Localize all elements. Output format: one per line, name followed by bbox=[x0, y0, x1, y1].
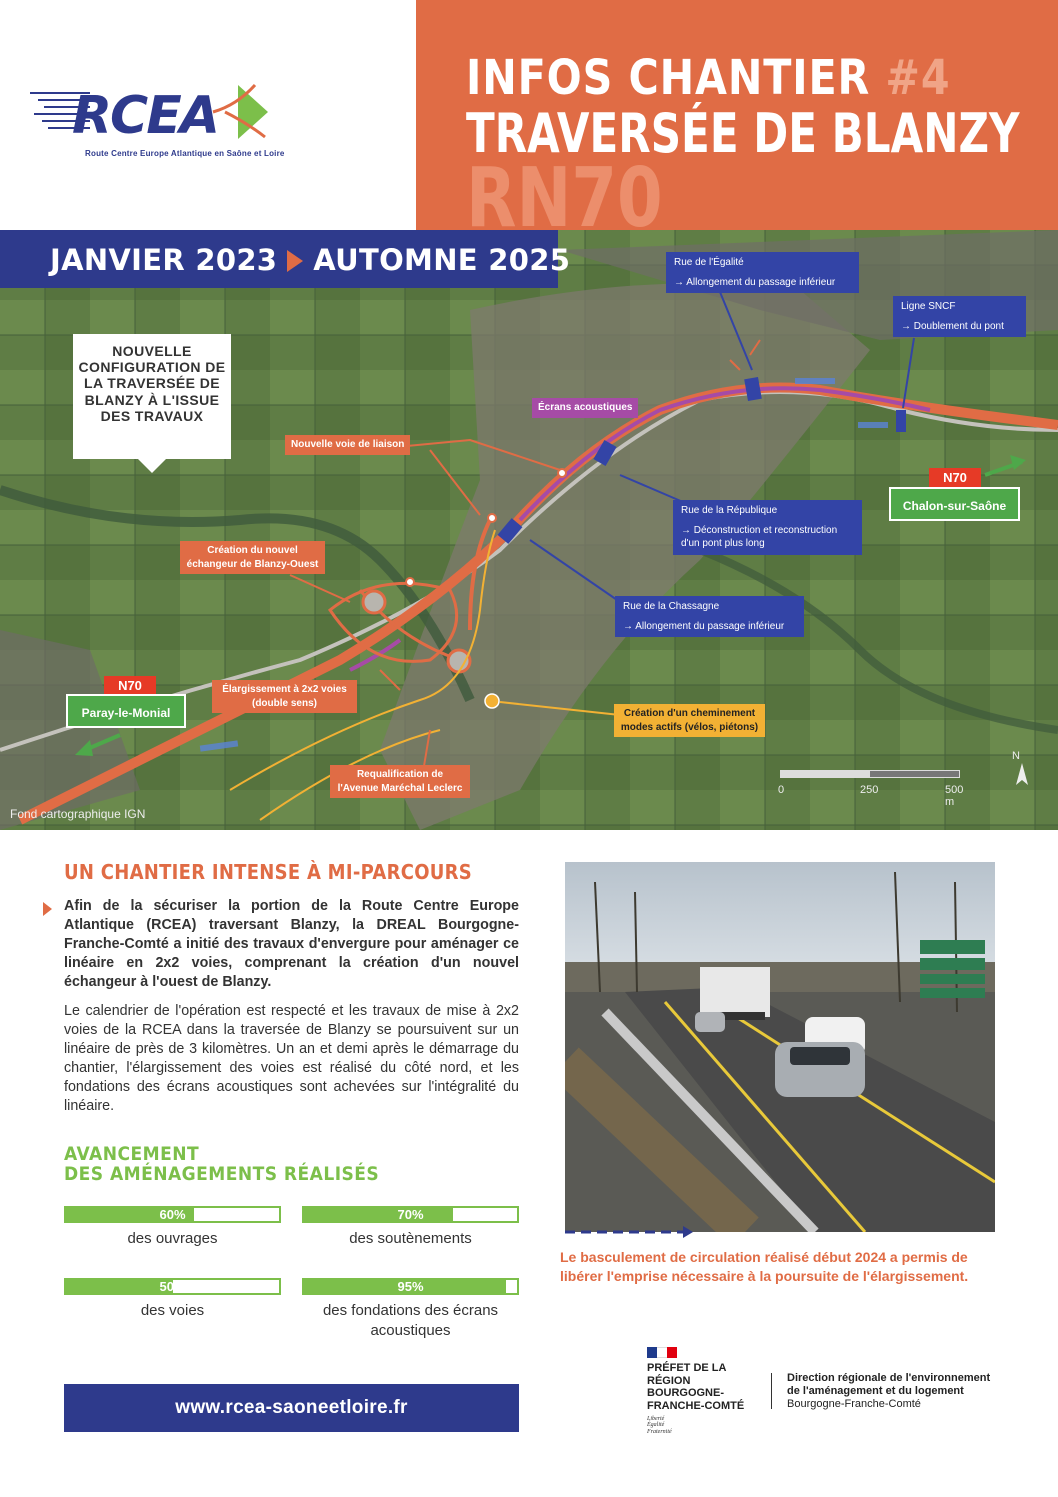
road-code: RN70 bbox=[466, 151, 663, 230]
motto-liberte: Liberté bbox=[647, 1415, 665, 1422]
republic-motto bbox=[647, 1416, 767, 1437]
issue-number: #4 bbox=[885, 50, 951, 106]
label-ecrans-acoustiques: Écrans acoustiques bbox=[532, 398, 638, 418]
motto-fraternite: Fraternité bbox=[647, 1429, 672, 1436]
project-period bbox=[0, 230, 571, 288]
progress-title bbox=[64, 1145, 379, 1185]
prefet-name: PRÉFET DE LA RÉGION BOURGOGNE-FRANCHE-COMTÉ bbox=[647, 1362, 745, 1412]
motto-egalite: Égalité bbox=[647, 1422, 665, 1429]
label-voie-liaison: Nouvelle voie de liaison bbox=[285, 435, 410, 455]
header-title-prefix: INFOS CHANTIER bbox=[466, 50, 886, 106]
direction-paray-le-monial: Paray-le-Monial bbox=[66, 694, 186, 728]
bullet-arrow-icon bbox=[43, 902, 52, 916]
progress-label: des soutènements bbox=[349, 1230, 472, 1247]
dreal-line1: Direction régionale de l'environnement bbox=[787, 1372, 991, 1384]
street-egalite-action: → Allongement du passage inférieur bbox=[674, 276, 836, 288]
progress-value: 70% bbox=[397, 1207, 424, 1222]
caption-dash-arrow-icon bbox=[565, 1225, 695, 1239]
progress-title-line2: DES AMÉNAGEMENTS RÉALISÉS bbox=[64, 1162, 380, 1185]
label-cheminement: Création d'un cheminement modes actifs (vélos, piétons) bbox=[614, 704, 765, 737]
article-title: UN CHANTIER INTENSE À MI-PARCOURS bbox=[64, 860, 473, 884]
map-scale bbox=[778, 770, 964, 820]
progress-title-line1: AVANCEMENT bbox=[64, 1143, 200, 1165]
rcea-logo-mark bbox=[30, 75, 270, 145]
rcea-logo bbox=[30, 75, 350, 165]
street-egalite-name: Rue de l'Égalité bbox=[674, 257, 744, 268]
period-arrow-icon bbox=[287, 250, 303, 272]
svg-text:RCEA: RCEA bbox=[72, 86, 218, 145]
street-sncf bbox=[893, 296, 1026, 337]
french-flag-icon bbox=[647, 1347, 677, 1358]
street-sncf-action: → Doublement du pont bbox=[901, 320, 1004, 332]
construction-photo bbox=[565, 862, 995, 1232]
progress-bar-voies bbox=[64, 1278, 281, 1295]
progress-bar-soutenements bbox=[302, 1206, 519, 1223]
scale-0: 0 bbox=[778, 784, 785, 796]
photo-caption: Le basculement de circulation réalisé début 2024 a permis de libérer l'emprise nécessaire à la poursuite de l'élargissement. bbox=[560, 1249, 969, 1284]
progress-value: 95% bbox=[397, 1279, 424, 1294]
period-end: AUTOMNE 2025 bbox=[313, 243, 571, 277]
logo-tagline: Route Centre Europe Atlantique en Saône et Loire bbox=[85, 149, 285, 158]
scale-250: 250 bbox=[860, 784, 879, 796]
street-chassagne-name: Rue de la Chassagne bbox=[623, 601, 720, 612]
site-map bbox=[0, 230, 1058, 830]
progress-value: 50% bbox=[159, 1279, 186, 1294]
map-credit: Fond cartographique IGN bbox=[10, 807, 146, 821]
label-requalification: Requalification de l'Avenue Maréchal Leclerc bbox=[330, 765, 470, 798]
website-link[interactable]: www.rcea-saoneetloire.fr bbox=[64, 1384, 519, 1432]
street-republique bbox=[673, 500, 862, 555]
prefet-logo bbox=[647, 1347, 767, 1436]
dreal-line3: Bourgogne-Franche-Comté bbox=[787, 1398, 921, 1411]
street-chassagne-action: → Allongement du passage inférieur bbox=[623, 620, 785, 632]
north-arrow-icon: N bbox=[1012, 750, 1020, 762]
scale-bar bbox=[780, 770, 960, 778]
road-badge-n70-west: N70 bbox=[104, 676, 156, 696]
direction-chalon-sur-saone: Chalon-sur-Saône bbox=[889, 487, 1020, 521]
road-photo-illustration bbox=[565, 862, 995, 1232]
progress-label: des fondations des écrans acoustiques bbox=[322, 1302, 499, 1340]
scale-500: 500 m bbox=[945, 784, 964, 808]
dreal-name bbox=[787, 1372, 990, 1412]
progress-label: des voies bbox=[140, 1302, 205, 1319]
road-badge-n70-east: N70 bbox=[929, 468, 981, 488]
progress-value: 60% bbox=[159, 1207, 186, 1222]
street-chassagne bbox=[615, 596, 804, 637]
street-republique-name: Rue de la République bbox=[681, 505, 778, 516]
dreal-line2: de l'aménagement et du logement bbox=[787, 1385, 964, 1398]
progress-label: des ouvrages bbox=[127, 1230, 218, 1247]
street-sncf-name: Ligne SNCF bbox=[901, 301, 956, 312]
new-configuration-callout: NOUVELLE CONFIGURATION DE LA TRAVERSÉE DE BLANZY À L'ISSUE DES TRAVAUX bbox=[73, 334, 231, 459]
article-body: Le calendrier de l'opération est respecté et les travaux de mise à 2x2 voies de la RCEA dans la traversée de Blanzy se poursuivent sur un linéaire de près de 3 kilomètres. Un an et demi après le démarrage du chantier, l'élargissement des voies est réalisé du côté nord, et les fondations des écrans acoustiques sont achevées sur l'intégralité du linéaire. bbox=[64, 1003, 519, 1114]
street-republique-action: → Déconstruction et reconstruction d'un pont plus long bbox=[681, 524, 838, 549]
article-intro: Afin de la sécuriser la portion de la Route Centre Europe Atlantique (RCEA) traversant Blanzy, la DREAL Bourgogne-Franche-Comté a initié des travaux d'envergure pour aménager ce linéaire en 2x2 voies, comprenant la création d'un nouvel échangeur à l'ouest de Blanzy. bbox=[64, 898, 519, 990]
header-subtitle: TRAVERSÉE DE BLANZY bbox=[466, 102, 1020, 165]
label-elargissement: Élargissement à 2x2 voies (double sens) bbox=[212, 680, 357, 713]
period-start: JANVIER 2023 bbox=[50, 243, 278, 277]
progress-bar-ouvrages bbox=[64, 1206, 281, 1223]
header-banner bbox=[416, 0, 1058, 230]
street-egalite bbox=[666, 252, 859, 293]
header-title bbox=[466, 50, 950, 106]
progress-bar-fondations bbox=[302, 1278, 519, 1295]
label-echangeur: Création du nouvel échangeur de Blanzy-Ouest bbox=[180, 541, 325, 574]
logo-divider bbox=[771, 1373, 772, 1409]
